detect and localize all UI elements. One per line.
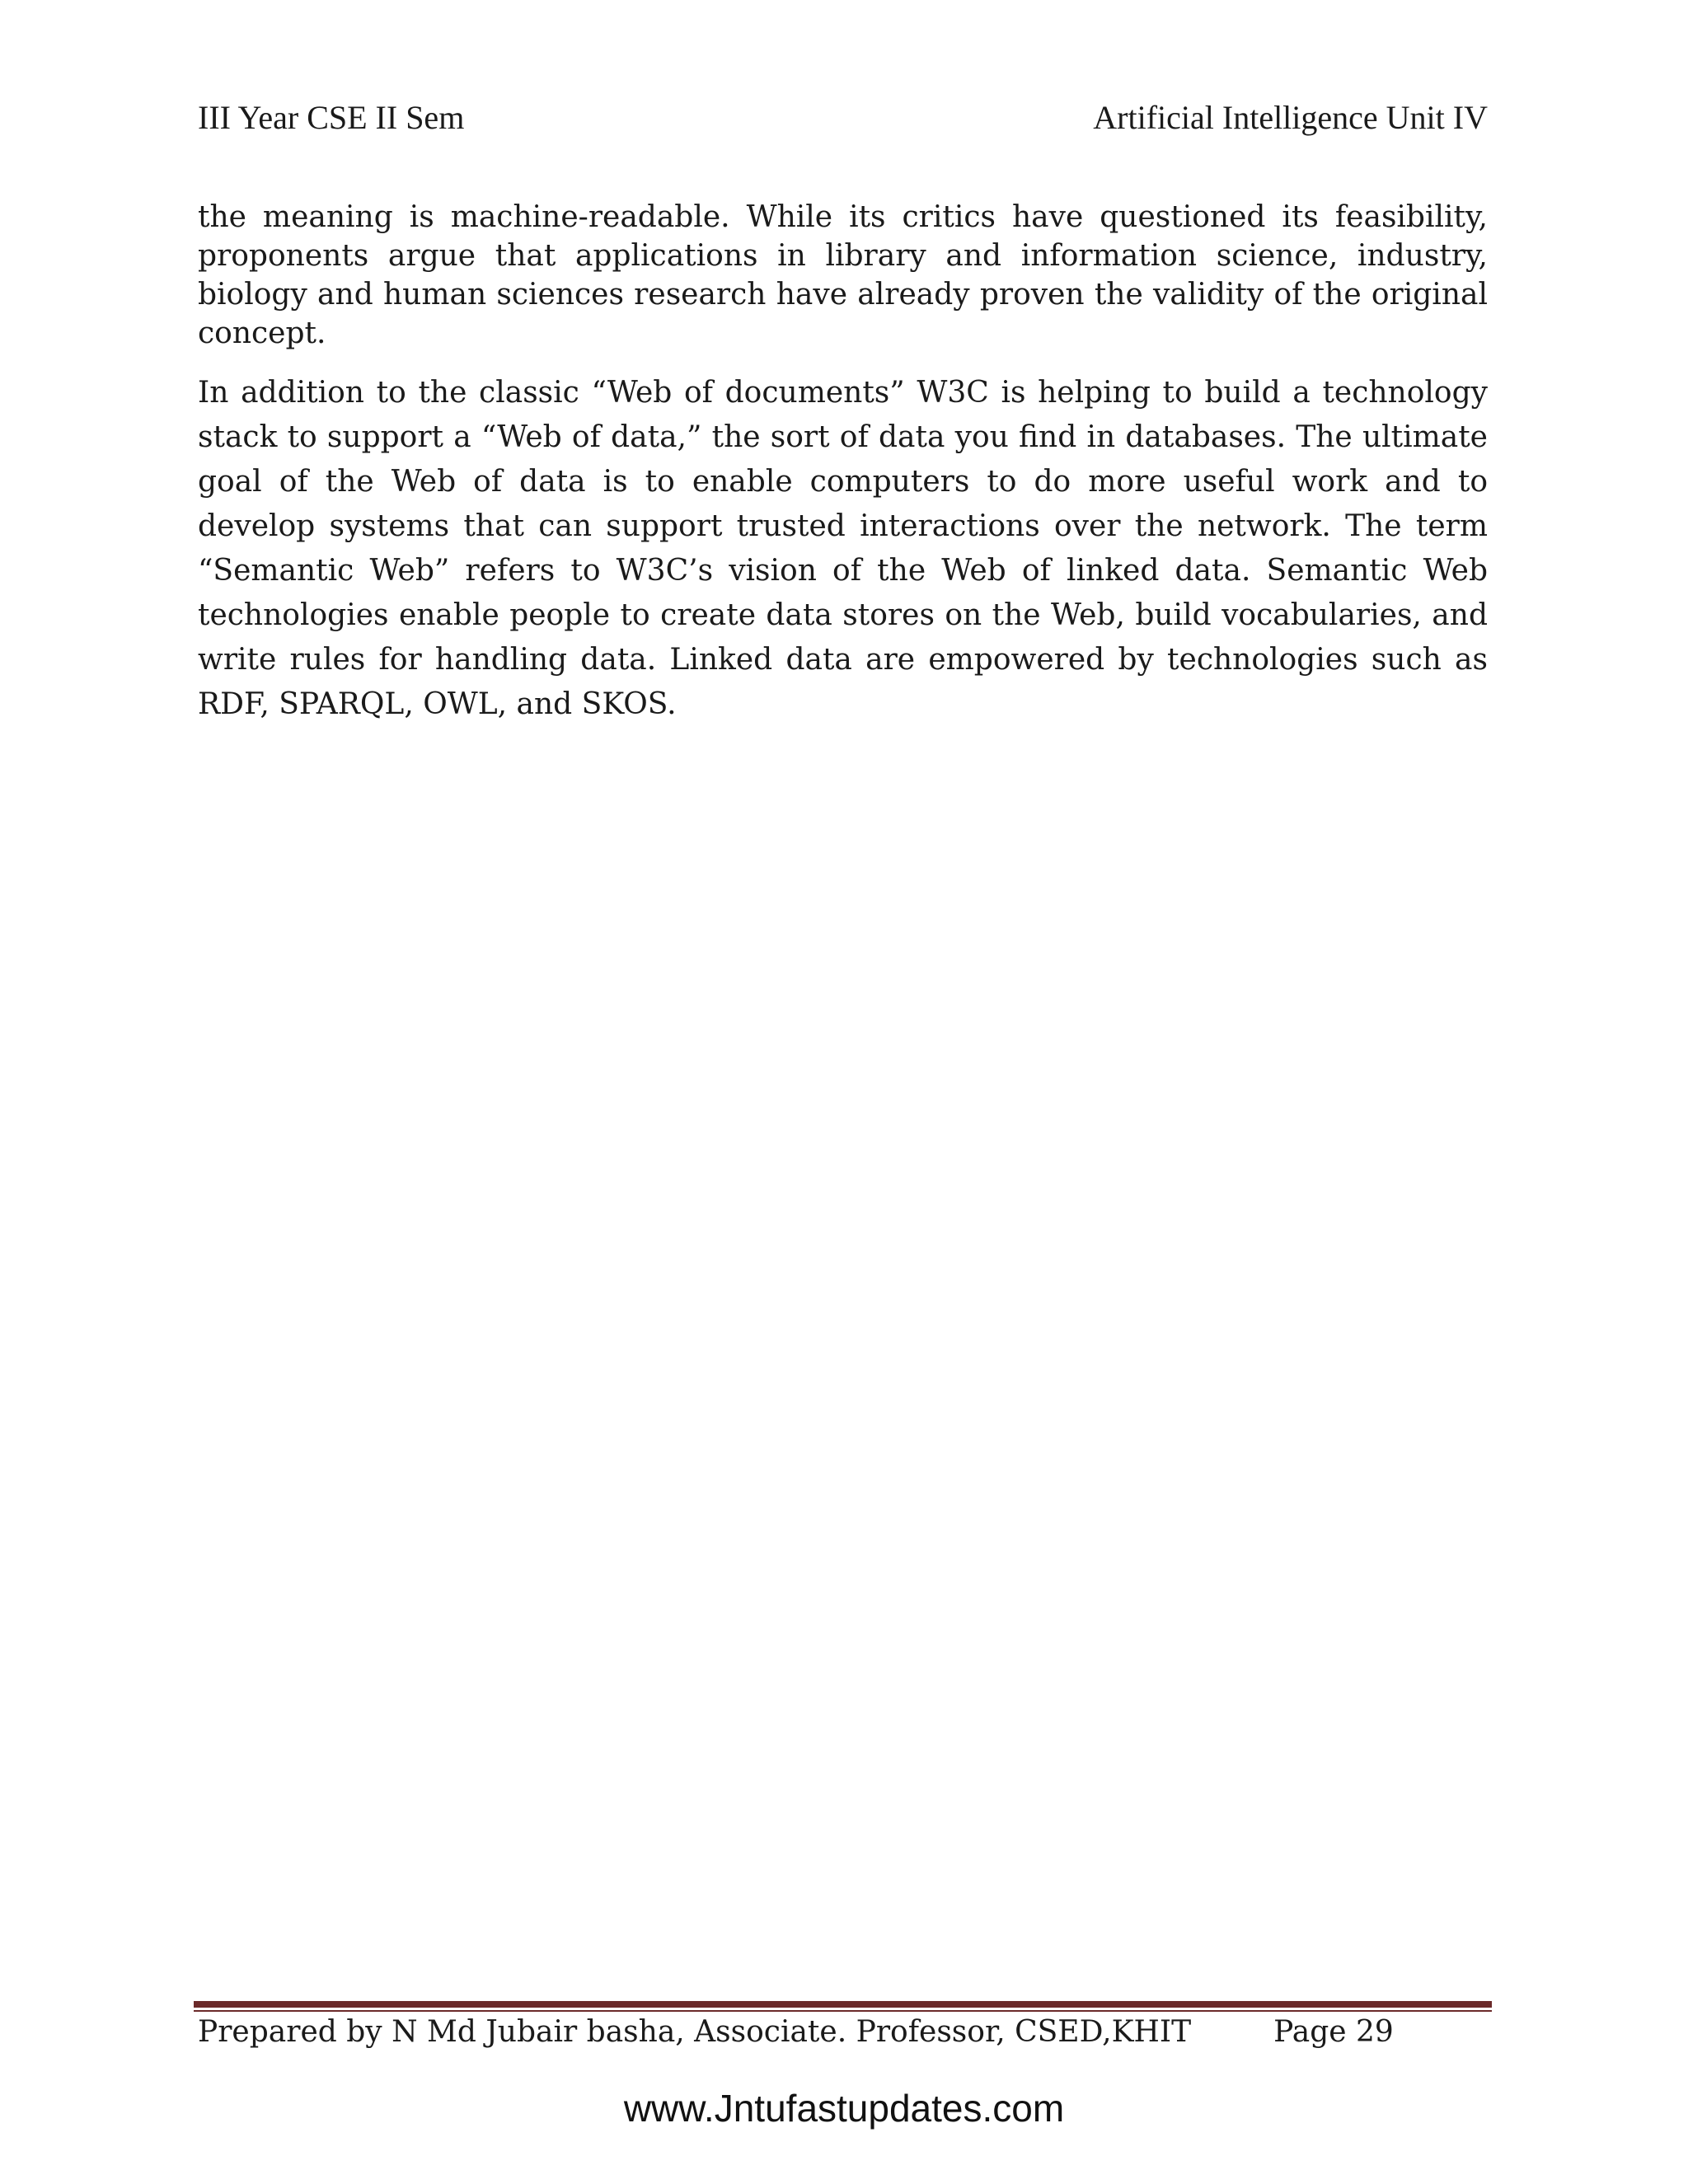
page-header: [198, 97, 1488, 138]
page-number: Page 29: [1273, 2015, 1394, 2049]
document-body: [198, 198, 1488, 727]
website-watermark: www.Jntufastupdates.com: [623, 2087, 1065, 2130]
header-course: III Year CSE II Sem: [198, 99, 465, 136]
header-subject: Artificial Intelligence Unit IV: [1093, 99, 1488, 136]
footer-prepared-by: Prepared by N Md Jubair basha, Associate. Professor, CSED,KHIT: [198, 2015, 1192, 2049]
page-footer: [198, 2011, 1394, 2054]
footer-divider-thick: [194, 2001, 1492, 2008]
paragraph-web-of-data: In addition to the classic “Web of documents” W3C is helping to build a technology stack to support a “Web of data,” the sort of data you find in databases. The ultimate goal of the Web of data is to enable computers to do more useful work and to develop systems that can support trusted interactions over the network. The term “Semantic Web” refers to W3C’s vision of the Web of linked data. Semantic Web technologies enable people to create data stores on the Web, build vocabularies, and write rules for handling data. Linked data are empowered by technologies such as RDF, SPARQL, OWL, and SKOS.: [198, 376, 1488, 721]
paragraph-semantic-web-intro: the meaning is machine-readable. While its critics have questioned its feasibility, proponents argue that applications in library and information science, industry, biology and human sciences research have already proven the validity of the original concept.: [198, 200, 1488, 350]
